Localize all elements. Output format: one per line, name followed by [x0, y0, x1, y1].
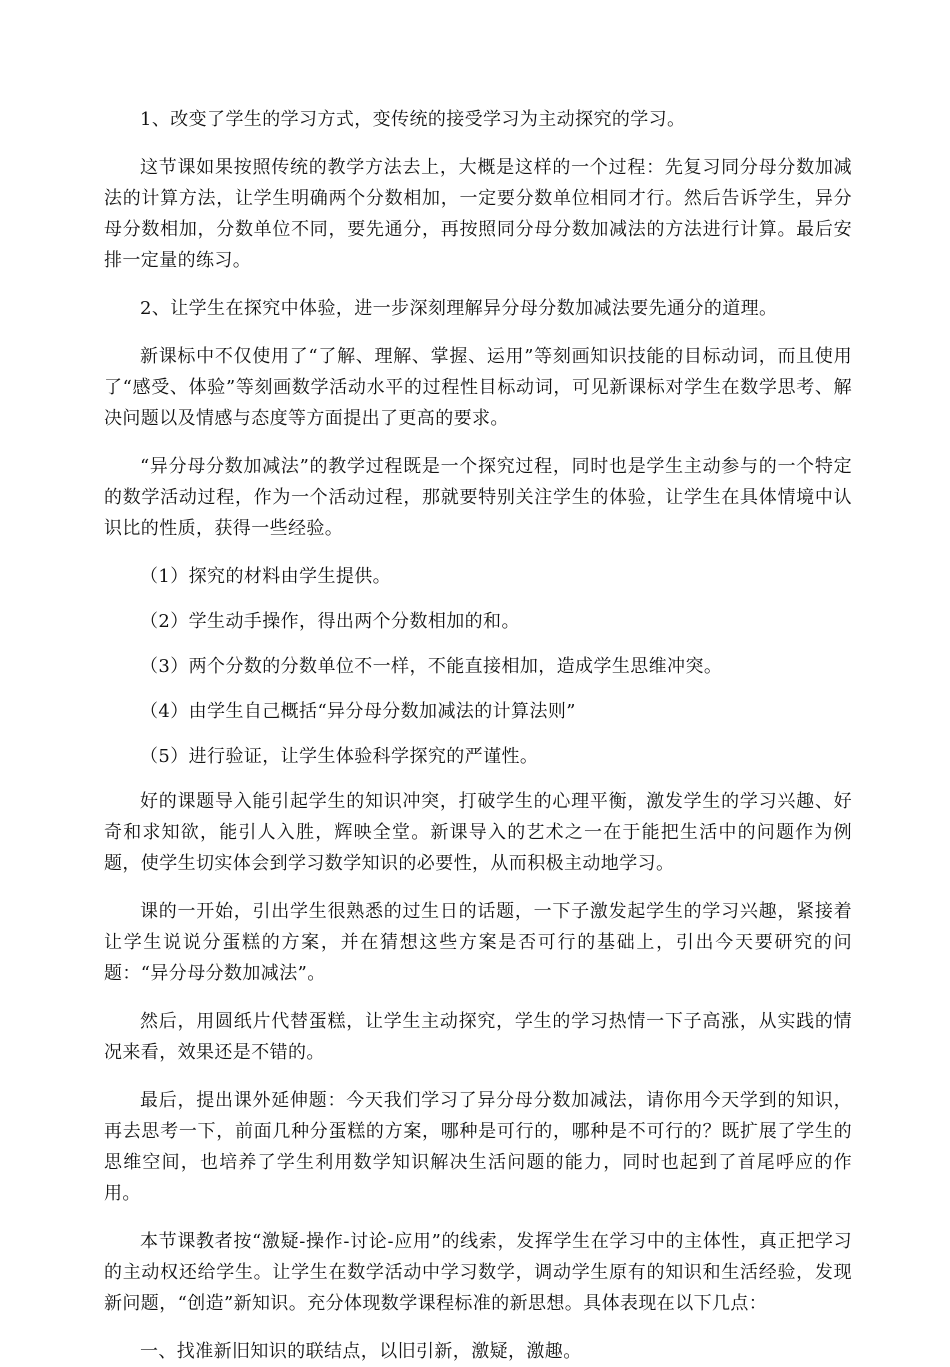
paragraph-point-2: 2、让学生在探究中体验，进一步深刻理解异分母分数加减法要先通分的道理。 — [140, 298, 778, 319]
step-item-4: （4）由学生自己概括“异分母分数加减法的计算法则” — [140, 701, 576, 722]
paragraph-section-one: 一、找准新旧知识的联结点，以旧引新，激疑，激趣。 — [140, 1341, 582, 1362]
paragraph-curriculum-standard: 新课标中不仅使用了“了解、理解、掌握、运用”等刻画知识技能的目标动词，而且使用了“感受、体验”等刻画数学活动水平的过程性目标动词，可见新课标对学生在数学思考、解决问题以及情感与态度等方面提出了更高的要求。 — [104, 346, 852, 429]
paragraph-teaching-clue: 本节课教者按“激疑-操作-讨论-应用”的线索，发挥学生在学习中的主体性，真正把学习的主动权还给学生。让学生在数学活动中学习数学，调动学生原有的知识和生活经验，发现新问题，“创造”新知识。充分体现数学课程标准的新思想。具体表现在以下几点： — [104, 1231, 852, 1314]
step-item-3: （3）两个分数的分数单位不一样，不能直接相加，造成学生思维冲突。 — [140, 656, 723, 677]
step-list — [104, 561, 852, 772]
step-item-1: （1）探究的材料由学生提供。 — [140, 566, 392, 587]
paragraph-activity-process: “异分母分数加减法”的教学过程既是一个探究过程，同时也是学生主动参与的一个特定的数学活动过程，作为一个活动过程，那就要特别关注学生的体验，让学生在具体情境中认识比的性质，获得一些经验。 — [104, 456, 852, 539]
paragraph-point-1: 1、改变了学生的学习方式，变传统的接受学习为主动探究的学习。 — [140, 109, 686, 130]
paragraph-paper-circles: 然后，用圆纸片代替蛋糕，让学生主动探究，学生的学习热情一下子高涨，从实践的情况来看，效果还是不错的。 — [104, 1011, 852, 1063]
paragraph-traditional-method: 这节课如果按照传统的教学方法去上，大概是这样的一个过程：先复习同分母分数加减法的计算方法，让学生明确两个分数相加，一定要分数单位相同才行。然后告诉学生，异分母分数相加，分数单位不同，要先通分，再按照同分母分数加减法的方法进行计算。最后安排一定量的练习。 — [104, 157, 852, 271]
step-item-2: （2）学生动手操作，得出两个分数相加的和。 — [140, 611, 520, 632]
paragraph-extension-question: 最后，提出课外延伸题：今天我们学习了异分母分数加减法，请你用今天学到的知识，再去思考一下，前面几种分蛋糕的方案，哪种是可行的，哪种是不可行的？既扩展了学生的思维空间，也培养了学生利用数学知识解决生活问题的能力，同时也起到了首尾呼应的作用。 — [104, 1090, 852, 1204]
step-item-5: （5）进行验证，让学生体验科学探究的严谨性。 — [140, 746, 539, 767]
paragraph-lesson-introduction: 好的课题导入能引起学生的知识冲突，打破学生的心理平衡，激发学生的学习兴趣、好奇和求知欲，能引人入胜，辉映全堂。新课导入的艺术之一在于能把生活中的问题作为例题，使学生切实体会到学习数学知识的必要性，从而积极主动地学习。 — [104, 791, 852, 874]
paragraph-lesson-start: 课的一开始，引出学生很熟悉的过生日的话题，一下子激发起学生的学习兴趣，紧接着让学生说说分蛋糕的方案，并在猜想这些方案是否可行的基础上，引出今天要研究的问题：“异分母分数加减法”。 — [104, 901, 852, 984]
